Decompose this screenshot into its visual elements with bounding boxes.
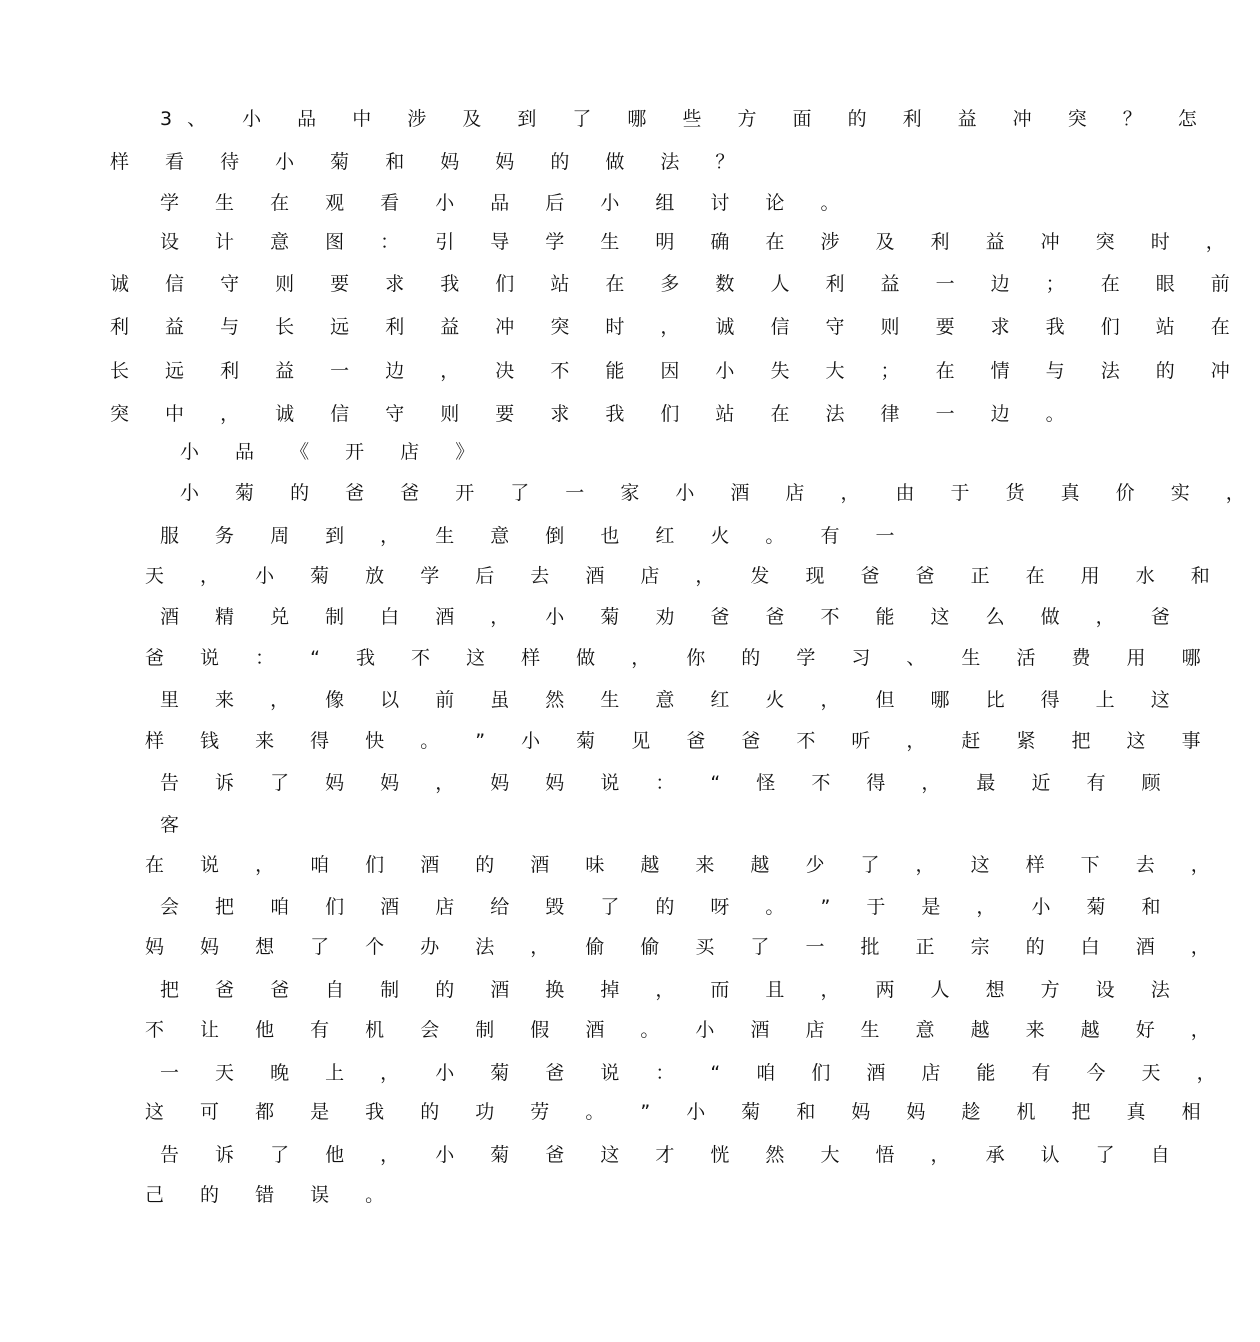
skit-title: 小 品 《 开 店 》 — [180, 441, 490, 463]
skit-line: 样 钱 来 得 快 。 ” 小 菊 见 爸 爸 不 听 ， 赶 紧 把 这 事 — [145, 730, 1216, 752]
skit-line: 不 让 他 有 机 会 制 假 酒 。 小 酒 店 生 意 越 来 越 好 ， — [145, 1019, 1225, 1041]
design-intent-line-1: 设 计 意 图 ： 引 导 学 生 明 确 在 涉 及 利 益 冲 突 时 ， — [160, 231, 1240, 253]
skit-line: 客 — [160, 814, 195, 836]
skit-line: 服 务 周 到 ， 生 意 倒 也 红 火 。 有 一 — [160, 525, 910, 547]
design-intent-line-2: 诚 信 守 则 要 求 我 们 站 在 多 数 人 利 益 一 边 ； 在 眼 前 — [110, 273, 1245, 295]
activity-line: 学 生 在 观 看 小 品 后 小 组 讨 论 。 — [160, 192, 855, 214]
question-line-1: 3、 小 品 中 涉 及 到 了 哪 些 方 面 的 利 益 冲 突 ？ 怎 — [160, 108, 1212, 130]
skit-line: 会 把 咱 们 酒 店 给 毁 了 的 呀 。 ” 于 是 ， 小 菊 和 — [160, 896, 1176, 918]
skit-line: 己 的 错 误 。 — [145, 1184, 400, 1206]
design-intent-line-4: 长 远 利 益 一 边 ， 决 不 能 因 小 失 大 ； 在 情 与 法 的 冲 — [110, 360, 1245, 382]
skit-line: 这 可 都 是 我 的 功 劳 。 ” 小 菊 和 妈 妈 趁 机 把 真 相 — [145, 1101, 1216, 1123]
design-intent-line-3: 利 益 与 长 远 利 益 冲 突 时 ， 诚 信 守 则 要 求 我 们 站 在 — [110, 316, 1245, 338]
skit-line: 小 菊 的 爸 爸 开 了 一 家 小 酒 店 ， 由 于 货 真 价 实 ， — [180, 482, 1260, 504]
skit-line: 爸 说 ： “ 我 不 这 样 做 ， 你 的 学 习 、 生 活 费 用 哪 — [145, 647, 1216, 669]
skit-line: 一 天 晚 上 ， 小 菊 爸 说 ： “ 咱 们 酒 店 能 有 今 天 ， — [160, 1062, 1231, 1084]
skit-line: 告 诉 了 他 ， 小 菊 爸 这 才 恍 然 大 悟 ， 承 认 了 自 — [160, 1144, 1185, 1166]
skit-line: 里 来 ， 像 以 前 虽 然 生 意 红 火 ， 但 哪 比 得 上 这 — [160, 689, 1185, 711]
question-line-2: 样 看 待 小 菊 和 妈 妈 的 做 法 ？ — [110, 151, 750, 173]
skit-line: 天 ， 小 菊 放 学 后 去 酒 店 ， 发 现 爸 爸 正 在 用 水 和 — [145, 565, 1225, 587]
design-intent-line-5: 突 中 ， 诚 信 守 则 要 求 我 们 站 在 法 律 一 边 。 — [110, 403, 1080, 425]
skit-line: 妈 妈 想 了 个 办 法 ， 偷 偷 买 了 一 批 正 宗 的 白 酒 ， — [145, 936, 1225, 958]
skit-line: 告 诉 了 妈 妈 ， 妈 妈 说 ： “ 怪 不 得 ， 最 近 有 顾 — [160, 772, 1176, 794]
skit-line: 在 说 ， 咱 们 酒 的 酒 味 越 来 越 少 了 ， 这 样 下 去 ， — [145, 854, 1225, 876]
skit-line: 酒 精 兑 制 白 酒 ， 小 菊 劝 爸 爸 不 能 这 么 做 ， 爸 — [160, 606, 1185, 628]
skit-line: 把 爸 爸 自 制 的 酒 换 掉 ， 而 且 ， 两 人 想 方 设 法 — [160, 979, 1185, 1001]
